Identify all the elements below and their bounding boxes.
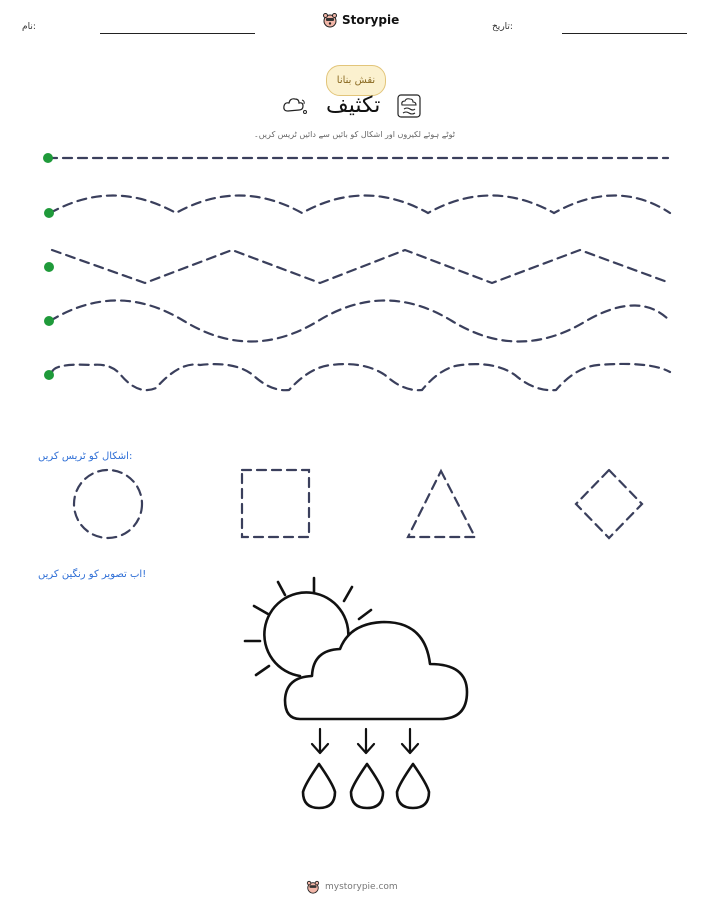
start-dot bbox=[44, 208, 54, 218]
name-label: نام: bbox=[22, 22, 36, 32]
brand-name: Storypie bbox=[342, 13, 400, 27]
triangle-shape bbox=[408, 471, 475, 537]
raindrop-icon bbox=[397, 764, 429, 808]
category-badge: نقش بنانا bbox=[326, 65, 386, 96]
raindrop-icon bbox=[351, 764, 383, 808]
date-label: تاریخ: bbox=[492, 22, 513, 32]
start-dot bbox=[44, 262, 54, 272]
color-picture-label: اب تصویر کو رنگین کریں! bbox=[38, 569, 147, 580]
sun-cloud-rain-picture[interactable] bbox=[0, 570, 709, 820]
start-dot bbox=[44, 316, 54, 326]
diamond-shape bbox=[576, 470, 642, 538]
footer bbox=[306, 880, 398, 894]
worksheet-title: تکثیف bbox=[326, 93, 381, 118]
trace-line-wave bbox=[50, 301, 670, 342]
trace-line-bumps bbox=[52, 364, 670, 390]
trace-shapes-label: اشکال کو ٹریس کریں: bbox=[38, 451, 133, 462]
bear-mascot-icon bbox=[306, 880, 320, 894]
trace-line-zigzag bbox=[52, 250, 670, 283]
raindrop-icon bbox=[303, 764, 335, 808]
square-shape bbox=[242, 470, 309, 537]
rain-arrows-icon bbox=[312, 729, 418, 753]
start-dot bbox=[43, 153, 53, 163]
trace-line-scallop bbox=[50, 196, 670, 214]
instruction-text: ٹوٹے ہوئے لکیروں اور اشکال کو بائیں سے دائیں ٹریس کریں۔ bbox=[254, 130, 455, 139]
circle-shape bbox=[74, 470, 142, 538]
trace-shapes bbox=[0, 460, 709, 550]
start-dot bbox=[44, 370, 54, 380]
tracing-lines bbox=[0, 0, 709, 420]
footer-site[interactable]: mystorypie.com bbox=[325, 882, 398, 892]
